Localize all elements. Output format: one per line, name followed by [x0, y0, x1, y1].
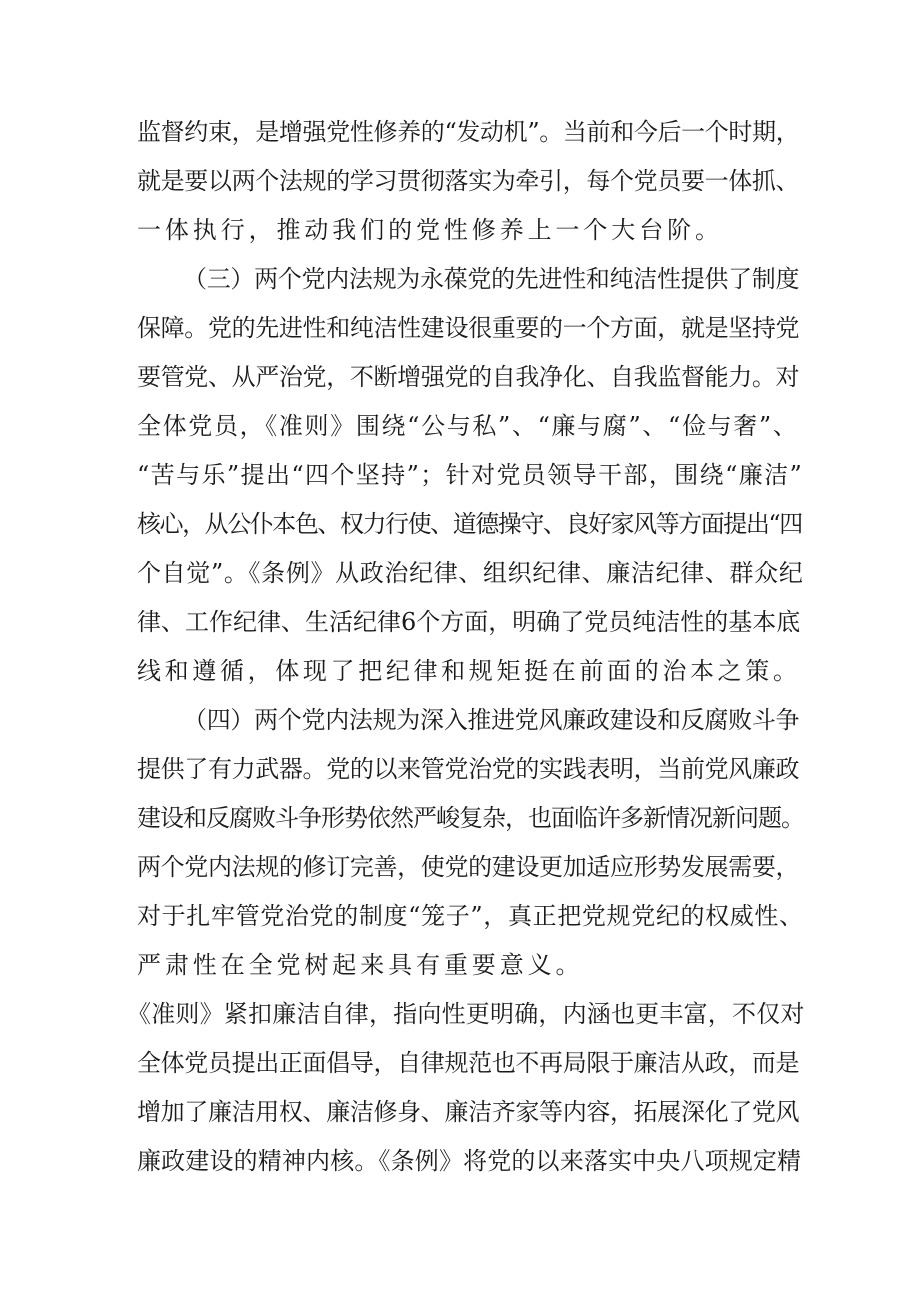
text-line: 律、工作纪律、生活纪律6个方面，明确了党员纯洁性的基本底 — [137, 608, 801, 636]
text-line: “苦与乐”提出“四个坚持”；针对党员领导干部，围绕“廉洁” — [137, 461, 804, 489]
text-line: 建设和反腐败斗争形势依然严峻复杂，也面临许多新情况新问题。 — [137, 804, 804, 832]
text-line: 要管党、从严治党，不断增强党的自我净化、自我监督能力。对 — [137, 363, 800, 391]
text-line: 就是要以两个法规的学习贯彻落实为牵引，每个党员要一体抓、 — [137, 167, 800, 195]
text-line: 严肃性在全党树起来具有重要意义。 — [137, 951, 584, 979]
paragraph-start-line: （三）两个党内法规为永葆党的先进性和纯洁性提供了制度 — [183, 265, 800, 293]
text-line: 线和遵循，体现了把纪律和规矩挺在前面的治本之策。 — [137, 657, 801, 685]
text-line: 核心，从公仆本色、权力行使、道德操守、良好家风等方面提出“四 — [137, 510, 802, 538]
text-line: 保障。党的先进性和纯洁性建设很重要的一个方面，就是坚持党 — [137, 314, 800, 342]
text-line: 全体党员，《准则》围绕“公与私”、“廉与腐”、“俭与奢”、 — [137, 412, 799, 440]
text-line: 增加了廉洁用权、廉洁修身、廉洁齐家等内容，拓展深化了党风 — [137, 1098, 800, 1126]
text-line: 对于扎牢管党治党的制度“笼子”，真正把党规党纪的权威性、 — [137, 902, 804, 930]
text-line: 两个党内法规的修订完善，使党的建设更加适应形势发展需要， — [137, 853, 800, 881]
text-line: 个自觉”。《条例》从政治纪律、组织纪律、廉洁纪律、群众纪 — [137, 559, 804, 587]
text-line: 提供了有力武器。党的以来管党治党的实践表明，当前党风廉政 — [137, 755, 800, 783]
text-line: 一体执行，推动我们的党性修养上一个大台阶。 — [137, 216, 723, 244]
text-line: 监督约束，是增强党性修养的“发动机”。当前和今后一个时期， — [137, 118, 800, 146]
text-line: 廉政建设的精神内核。《条例》将党的以来落实中央八项规定精 — [137, 1147, 802, 1175]
text-line: 全体党员提出正面倡导，自律规范也不再局限于廉洁从政，而是 — [137, 1049, 800, 1077]
paragraph-start-line: （四）两个党内法规为深入推进党风廉政建设和反腐败斗争 — [183, 706, 800, 734]
paragraph-start-line: 《准则》紧扣廉洁自律，指向性更明确，内涵也更丰富，不仅对 — [127, 1000, 805, 1028]
